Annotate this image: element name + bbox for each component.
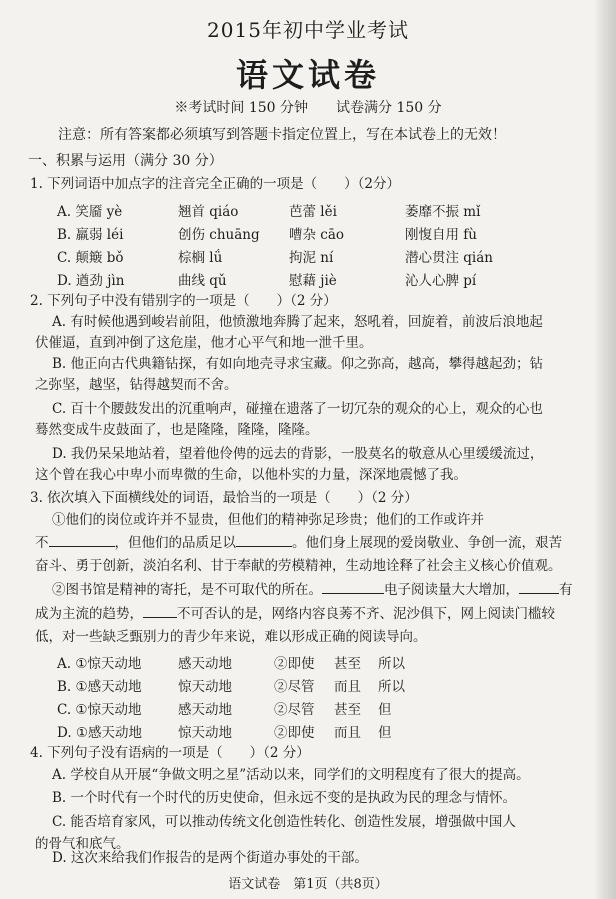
exam-info: ※考试时间 150 分钟 试卷满分 150 分 <box>174 100 442 116</box>
q4-stem: 4. 下列句子没有语病的一项是（ ）（2 分） <box>30 745 310 761</box>
q3-option-d-5: 但 <box>378 725 392 741</box>
q3-blank-4 <box>519 581 559 594</box>
q3-option-b-5: 所以 <box>378 679 405 695</box>
q3-option-d-2: 惊天动地 <box>178 725 232 741</box>
q2-line-1: A. 有时候他遇到峻岩前阻，他愤激地奔腾了起来，怒吼着，回旋着，前波后浪地起 <box>52 314 543 330</box>
q1-option-c-3: 拘泥 ní <box>289 250 334 266</box>
q3-p1-line-3: 奋斗、勇于创新，淡泊名利、甘于奉献的劳模精神，生动地诠释了社会主义核心价值观。 <box>35 558 562 574</box>
q3-option-d-4: 而且 <box>334 725 361 741</box>
q1-option-a-1: A. 笑靥 yè <box>57 204 123 220</box>
q3-p2-text-a: ②图书馆是精神的寄托，是不可取代的所在。 <box>52 582 322 598</box>
q3-option-b-3: ②尽管 <box>274 679 315 695</box>
q1-option-b-2: 创伤 chuāng <box>178 227 260 243</box>
q1-option-c-2: 棕榈 lǘ <box>178 250 223 266</box>
q1-option-c-1: C. 颠簸 bǒ <box>57 250 124 266</box>
q3-p2-line-1 <box>52 581 573 599</box>
q2-line-3: B. 他正向古代典籍钻探，有如向地壳寻求宝藏。仰之弥高，越高，攀得越起劲；钻 <box>52 356 544 372</box>
q1-option-b-4: 刚愎自用 fù <box>405 227 477 243</box>
q2-line-5: C. 百十个腰鼓发出的沉重响声，碰撞在遗落了一切冗杂的观众的心上，观众的心也 <box>52 401 543 417</box>
q3-option-a-4: 甚至 <box>334 656 361 672</box>
q1-option-d-4: 沁人心脾 pí <box>405 273 477 289</box>
q2-stem: 2. 下列句子中没有错别字的一项是（ ）（2 分） <box>30 293 337 309</box>
q3-p1-text-c: 。他们身上展现的爱岗敬业、争创一流，艰苦 <box>292 535 562 551</box>
q3-p2-line-3: 低，对一些缺乏甄别力的青少年来说，难以形成正确的阅读导向。 <box>35 629 427 645</box>
q3-stem: 3. 依次填入下面横线处的词语，最恰当的一项是（ ）（2 分） <box>30 490 418 506</box>
q1-option-d-2: 曲线 qǔ <box>178 273 227 289</box>
q3-p1-text-a: 不 <box>35 535 49 551</box>
q1-stem: 1. 下列词语中加点字的注音完全正确的一项是（ ）（2分） <box>30 176 401 192</box>
q2-line-4: 之弥坚，越坚，钻得越契而不舍。 <box>35 377 238 393</box>
q3-option-a-1: A. ①惊天动地 <box>57 656 142 672</box>
q3-p2-text-c: 有 <box>559 582 573 598</box>
q2-line-2: 伏催逼，直到冲倒了这危崖，他才心平气和地一泄千里。 <box>35 335 373 351</box>
q1-option-b-1: B. 羸弱 léi <box>57 227 124 243</box>
q3-option-a-5: 所以 <box>378 656 405 672</box>
q1-option-b-3: 嘈杂 cāo <box>289 227 345 243</box>
q3-option-b-4: 而且 <box>334 679 361 695</box>
q3-option-a-2: 感天动地 <box>178 656 232 672</box>
q3-p1-text-b: ，但他们的品质足以 <box>114 535 236 551</box>
q1-option-d-1: D. 遒劲 jìn <box>57 273 125 289</box>
q3-blank-3 <box>322 581 384 594</box>
notice-text: 注意：所有答案都必须填写到答题卡指定位置上，写在本试卷上的无效！ <box>58 127 506 143</box>
q3-option-c-3: ②尽管 <box>274 702 315 718</box>
q4-line-1: A. 学校自从开展“争做文明之星”活动以来，同学们的文明程度有了很大的提高。 <box>52 767 530 783</box>
q3-option-d-3: ②即使 <box>274 725 315 741</box>
page-footer: 语文试卷 第1页（共8页） <box>228 877 388 892</box>
q2-line-7: D. 我仍呆呆地站着，望着他伶俜的远去的背影，一股莫名的敬意从心里缓缓流过， <box>52 446 544 462</box>
q3-option-c-5: 但 <box>378 702 392 718</box>
q3-option-a-3: ②即使 <box>274 656 315 672</box>
q4-line-3: C. 能否培育家风，可以推动传统文化创造性转化、创造性发展，增强做中国人 <box>52 814 516 830</box>
q3-p1-line-1: ①他们的岗位或许并不显贵，但他们的精神弥足珍贵；他们的工作或许并 <box>52 512 484 528</box>
subject-title: 语文试卷 <box>235 56 380 94</box>
q3-option-c-4: 甚至 <box>334 702 361 718</box>
q4-line-5: D. 这次来给我们作报告的是两个街道办事处的干部。 <box>52 850 368 866</box>
q3-p2-text-e: 不可否认的是，网络内容良莠不齐、泥沙俱下，网上阅读门槛较 <box>177 606 555 622</box>
q1-option-a-4: 萎靡不振 mǐ <box>405 204 481 220</box>
q2-line-8: 这个曾在我心中卑小而卑微的生命，以他朴实的力量，深深地震憾了我。 <box>35 467 467 483</box>
q3-option-c-2: 感天动地 <box>178 702 232 718</box>
page-fold-shadow <box>594 0 616 899</box>
q1-option-a-3: 芭蕾 lěi <box>289 204 337 220</box>
exam-year-title: 2015年初中学业考试 <box>207 18 409 42</box>
q3-blank-5 <box>143 605 177 618</box>
q1-option-a-2: 翘首 qiáo <box>178 204 239 220</box>
q3-p1-line-2 <box>35 534 562 552</box>
q3-option-b-2: 惊天动地 <box>178 679 232 695</box>
q3-p2-text-d: 成为主流的趋势， <box>35 606 143 622</box>
q3-p2-text-b: 电子阅读量大大增加， <box>384 582 519 598</box>
q1-option-c-4: 潜心贯注 qián <box>405 250 493 266</box>
q2-line-6: 蓦然变成牛皮鼓面了，也是隆隆，隆隆，隆隆。 <box>35 422 319 438</box>
section-title: 一、积累与运用（满分 30 分） <box>28 153 223 169</box>
q3-option-d-1: D. ①感天动地 <box>57 725 143 741</box>
q3-option-b-1: B. ①感天动地 <box>57 679 142 695</box>
q4-line-4: 的骨气和底气。 <box>35 836 130 852</box>
q3-option-c-1: C. ①惊天动地 <box>57 702 142 718</box>
q3-p2-line-2 <box>35 605 555 623</box>
q1-option-d-3: 慰藉 jiè <box>289 273 337 289</box>
q3-blank-2 <box>236 534 292 547</box>
q4-line-2: B. 一个时代有一个时代的历史使命，但永远不变的是执政为民的理念与情怀。 <box>52 790 517 806</box>
q3-blank-1 <box>49 534 115 547</box>
